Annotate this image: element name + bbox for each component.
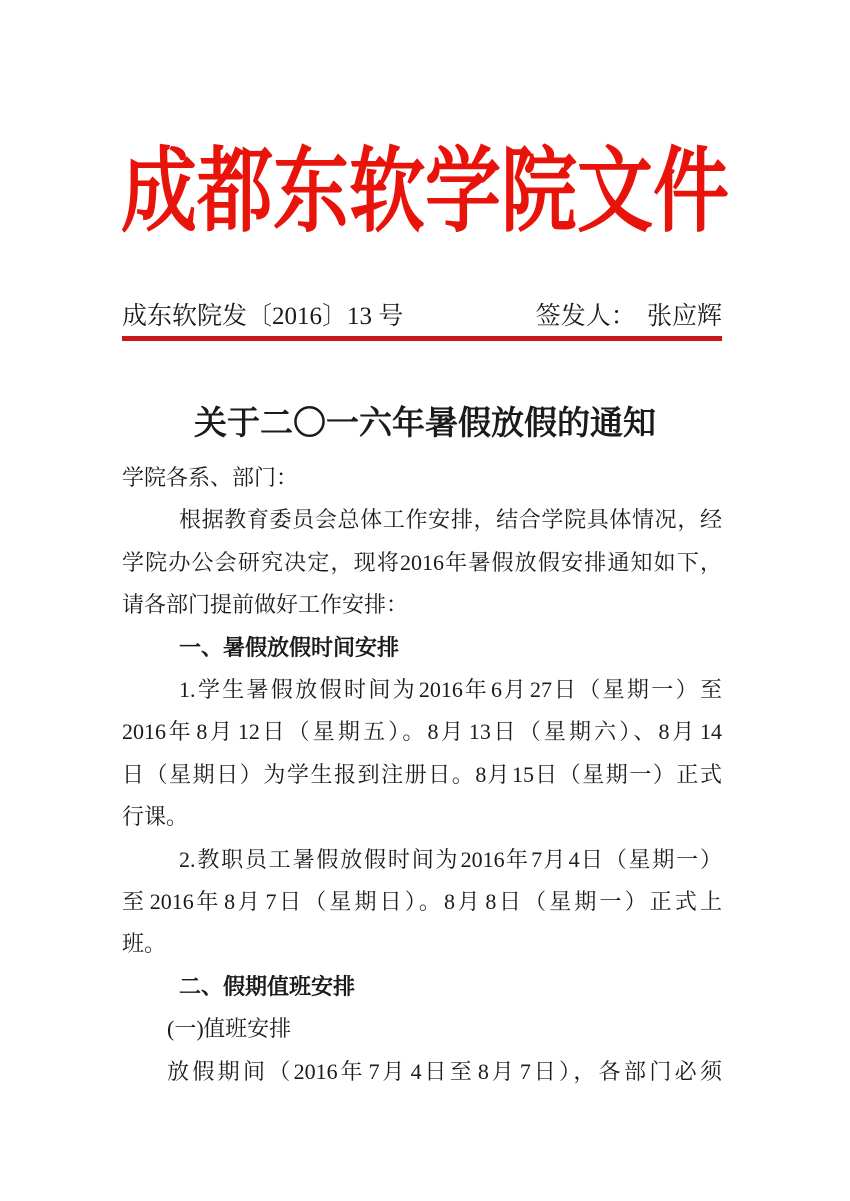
body-line: (一) 值班安排 (167, 1016, 292, 1042)
body-line: 2.教职员工暑假放假时间为 2016 年 7 月 4 日（星期一） (179, 846, 722, 872)
signer-label: 签发人： (535, 303, 636, 330)
signer-name: 张应辉 (646, 303, 722, 330)
body-line: 二、假期值班安排 (179, 973, 356, 999)
red-divider-rule (122, 336, 722, 341)
document-header-title: 成都东软学院文件 (121, 141, 729, 244)
signer (536, 300, 722, 333)
body-line: 放假期间（2016 年 7 月 4 日至 8 月 7 日），各部门必须 (167, 1058, 722, 1084)
body-line: 请各部门提前做好工作安排： (122, 592, 409, 618)
body-line: 2016 年 8 月 12 日（星期五）。8 月 13 日（星期六）、8 月 14 (122, 719, 722, 745)
body-line: 至 2016 年 8 月 7 日（星期日）。8 月 8 日（星期一）正式上 (122, 889, 722, 915)
body-line: 班。 (122, 931, 167, 957)
body-line: 日（星期日）为学生报到注册日。8 月 15 日（星期一）正式 (122, 761, 722, 787)
body-line: 根据教育委员会总体工作安排，结合学院具体情况，经 (179, 507, 722, 533)
body-line: 1.学生暑假放假时间为 2016 年 6 月 27 日（星期一）至 (179, 677, 722, 703)
document-header (0, 141, 850, 244)
doc-number: 成东软院发〔2016〕13 号 (122, 303, 404, 330)
document-body (122, 457, 722, 1093)
doc-number-row (122, 300, 722, 333)
notice-title: 关于二〇一六年暑假放假的通知 (194, 406, 656, 442)
body-line: 学院办公会研究决定，现将2016年暑假放假安排通知如下， (122, 549, 722, 575)
body-line: 学院各系、部门： (122, 465, 299, 490)
body-line: 行课。 (122, 804, 189, 830)
body-line: 一、暑假放假时间安排 (179, 634, 400, 660)
